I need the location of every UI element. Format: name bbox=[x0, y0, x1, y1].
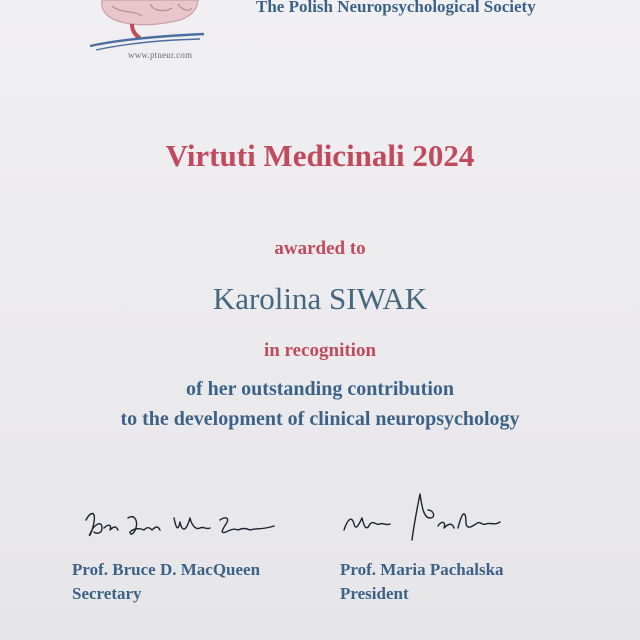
recipient-name: Karolina SIWAK bbox=[212, 281, 428, 316]
signatory-name: Prof. Bruce D. MacQueen bbox=[72, 560, 261, 579]
certificate-title: Virtuti Medicinali 2024 bbox=[165, 138, 475, 173]
contribution-line-2: to the development of clinical neuropsychology bbox=[120, 408, 520, 430]
signatory-name: Prof. Maria Pachalska bbox=[340, 560, 504, 579]
handwritten-signature-icon bbox=[80, 498, 280, 546]
signatory-role: President bbox=[340, 584, 409, 603]
signatory-role: Secretary bbox=[72, 584, 142, 603]
awarded-label: awarded to bbox=[274, 238, 366, 259]
signatory-secretary bbox=[72, 558, 260, 606]
contribution-line-1: of her outstanding contribution bbox=[185, 378, 454, 400]
signatory-president bbox=[340, 558, 504, 606]
recognition-label: in recognition bbox=[263, 340, 377, 361]
handwritten-signature-icon bbox=[338, 488, 508, 546]
society-website: www.ptneur.com bbox=[128, 50, 193, 60]
society-name: The Polish Neuropsychological Society bbox=[256, 0, 536, 16]
